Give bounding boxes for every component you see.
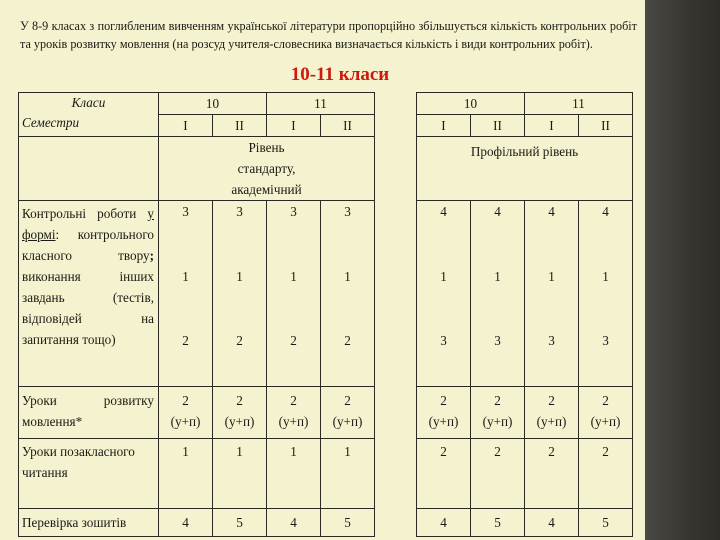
speech-std-cell xyxy=(321,387,375,439)
notebooks-std-value: 5 xyxy=(213,509,267,537)
speech-value: 2 xyxy=(494,393,501,408)
control-label-suffix: виконання інших завдань (тестів, відповідей на запитання тощо) xyxy=(22,269,154,347)
control-label-mid: : контрольного класного твору xyxy=(22,227,154,263)
speech-std-cell xyxy=(159,387,213,439)
control-label-prefix: Контрольні роботи xyxy=(22,206,148,221)
speech-value: 2 xyxy=(182,393,189,408)
column-gap xyxy=(375,387,417,439)
level-empty-cell xyxy=(19,137,159,201)
prof-11-sem-2: II xyxy=(579,115,633,137)
essay-value: 3 xyxy=(344,204,351,219)
notebooks-std-value: 4 xyxy=(159,509,213,537)
prof-grade-10: 10 xyxy=(417,93,525,115)
other-value: 1 xyxy=(236,269,243,284)
tests-value: 3 xyxy=(440,333,447,348)
control-prof-col-4 xyxy=(579,201,633,387)
std-11-sem-2: II xyxy=(321,115,375,137)
speech-prof-cell xyxy=(579,387,633,439)
extracurricular-reading-row xyxy=(19,439,633,509)
speech-value: 2 xyxy=(548,393,555,408)
reading-prof-value: 2 xyxy=(471,439,525,509)
essay-value: 4 xyxy=(548,204,555,219)
speech-std-cell xyxy=(213,387,267,439)
classes-semesters-cell xyxy=(19,93,159,137)
notebooks-prof-value: 5 xyxy=(471,509,525,537)
speech-value: 2 xyxy=(602,393,609,408)
other-value: 1 xyxy=(494,269,501,284)
control-std-col-3 xyxy=(267,201,321,387)
speech-note: (у+п) xyxy=(170,414,201,429)
speech-prof-cell xyxy=(525,387,579,439)
tests-value: 2 xyxy=(236,333,243,348)
notebook-check-row xyxy=(19,509,633,537)
reading-std-value: 1 xyxy=(267,439,321,509)
speech-label: Уроки розвитку мовлення* xyxy=(19,387,159,439)
reading-prof-value: 2 xyxy=(525,439,579,509)
column-gap xyxy=(375,201,417,387)
speech-note: (у+п) xyxy=(590,414,621,429)
control-std-col-1 xyxy=(159,201,213,387)
tests-value: 3 xyxy=(494,333,501,348)
right-decorative-band xyxy=(645,0,720,540)
notebooks-std-value: 5 xyxy=(321,509,375,537)
control-works-label xyxy=(19,201,159,387)
prof-grade-11: 11 xyxy=(525,93,633,115)
tests-value: 3 xyxy=(602,333,609,348)
std-10-sem-2: II xyxy=(213,115,267,137)
tests-value: 3 xyxy=(548,333,555,348)
column-gap xyxy=(375,93,417,201)
control-prof-col-3 xyxy=(525,201,579,387)
speech-note: (у+п) xyxy=(224,414,255,429)
other-value: 1 xyxy=(182,269,189,284)
reading-std-value: 1 xyxy=(159,439,213,509)
speech-value: 2 xyxy=(236,393,243,408)
notebooks-prof-value: 4 xyxy=(525,509,579,537)
control-works-row xyxy=(19,201,633,387)
notebooks-prof-value: 5 xyxy=(579,509,633,537)
essay-value: 4 xyxy=(494,204,501,219)
control-std-col-2 xyxy=(213,201,267,387)
other-value: 1 xyxy=(440,269,447,284)
std-10-sem-1: I xyxy=(159,115,213,137)
control-label-underlined: у формі xyxy=(22,206,154,242)
prof-10-sem-2: II xyxy=(471,115,525,137)
speech-development-row xyxy=(19,387,633,439)
notebooks-prof-value: 4 xyxy=(417,509,471,537)
level-standard: Рівень стандарту, академічний xyxy=(159,137,375,201)
reading-std-value: 1 xyxy=(321,439,375,509)
column-gap xyxy=(375,509,417,537)
speech-prof-cell xyxy=(471,387,525,439)
section-heading: 10-11 класи xyxy=(290,64,390,85)
speech-std-cell xyxy=(267,387,321,439)
speech-note: (у+п) xyxy=(482,414,513,429)
tests-value: 2 xyxy=(290,333,297,348)
speech-value: 2 xyxy=(440,393,447,408)
control-label-semicolon: ; xyxy=(149,248,154,263)
reading-std-value: 1 xyxy=(213,439,267,509)
std-grade-11: 11 xyxy=(267,93,375,115)
tests-value: 2 xyxy=(344,333,351,348)
column-gap xyxy=(375,439,417,509)
speech-note: (у+п) xyxy=(536,414,567,429)
speech-note: (у+п) xyxy=(428,414,459,429)
other-value: 1 xyxy=(548,269,555,284)
essay-value: 4 xyxy=(602,204,609,219)
other-value: 1 xyxy=(602,269,609,284)
speech-note: (у+п) xyxy=(278,414,309,429)
essay-value: 3 xyxy=(290,204,297,219)
notebooks-std-value: 4 xyxy=(267,509,321,537)
speech-value: 2 xyxy=(290,393,297,408)
reading-label: Уроки позакласного читання xyxy=(19,439,159,509)
speech-note: (у+п) xyxy=(332,414,363,429)
level-profile: Профільний рівень xyxy=(417,137,633,201)
intro-paragraph: У 8-9 класах з поглибленим вивченням української літератури пропорційно збільшується кількість контрольних робіт та уроків розвитку мовлення (на розсуд учителя-словесника визначається кількість і види контрольних робіт). xyxy=(20,19,637,51)
assessment-table xyxy=(18,92,633,537)
prof-11-sem-1: I xyxy=(525,115,579,137)
notebooks-label: Перевірка зошитів xyxy=(19,509,159,537)
std-11-sem-1: I xyxy=(267,115,321,137)
reading-prof-value: 2 xyxy=(417,439,471,509)
speech-prof-cell xyxy=(417,387,471,439)
control-std-col-4 xyxy=(321,201,375,387)
control-prof-col-1 xyxy=(417,201,471,387)
semesters-label: Семестри xyxy=(22,115,80,130)
tests-value: 2 xyxy=(182,333,189,348)
essay-value: 3 xyxy=(182,204,189,219)
classes-label: Класи xyxy=(71,95,106,110)
other-value: 1 xyxy=(344,269,351,284)
speech-value: 2 xyxy=(344,393,351,408)
header-row-grades xyxy=(19,93,633,115)
control-prof-col-2 xyxy=(471,201,525,387)
essay-value: 3 xyxy=(236,204,243,219)
prof-10-sem-1: I xyxy=(417,115,471,137)
other-value: 1 xyxy=(290,269,297,284)
essay-value: 4 xyxy=(440,204,447,219)
header-row-levels xyxy=(19,137,633,201)
reading-prof-value: 2 xyxy=(579,439,633,509)
std-grade-10: 10 xyxy=(159,93,267,115)
